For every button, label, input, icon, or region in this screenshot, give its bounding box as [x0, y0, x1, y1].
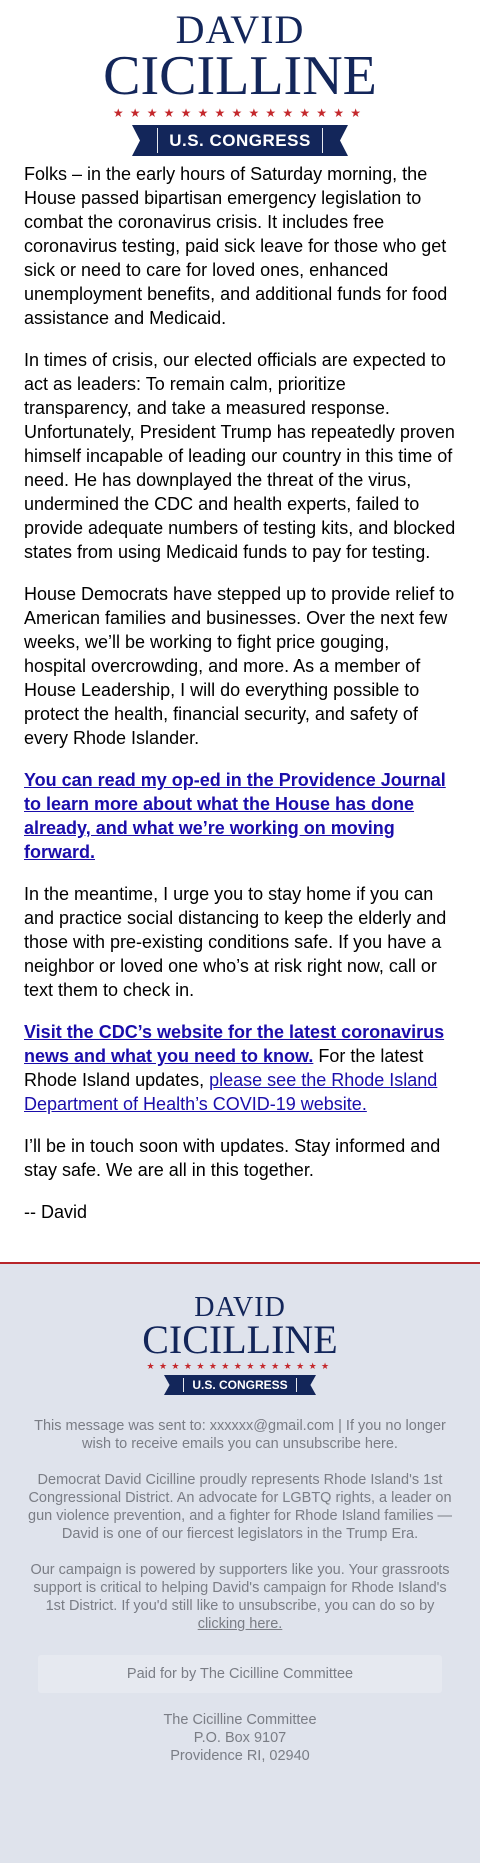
about-text: Democrat David Cicilline proudly represents Rhode Island's 1st Congressional District. An advocate for LGBTQ rights, a leader on gun violence prevention, and a fighter for Rhode Island families — David is one of our fiercest legislators in the Trump Era. [28, 1472, 452, 1542]
mailing-address [0, 1711, 480, 1765]
ribbon-label: U.S. CONGRESS [178, 1375, 302, 1395]
address-city: Providence RI, 02940 [170, 1748, 310, 1764]
logo-ribbon [132, 125, 348, 156]
logo-stars: ★★★★★★★★★★★★★★★ [146, 1361, 334, 1371]
paragraph-crisis: In times of crisis, our elected officials are expected to act as leaders: To remain calm, prioritize transparency, and take a measured response. Unfortunately, President Trump has repeatedly proven himself incapable of leading our country in this time of need. He has downplayed the threat of the virus, undermined the CDC and health experts, failed to provide adequate numbers of testing kits, and blocked states from using Medicaid funds to pay for testing. [24, 350, 456, 562]
ri-health-link[interactable]: please see the Rhode Island Department of Health’s COVID-19 website. [24, 1070, 438, 1114]
footer [0, 1264, 480, 1863]
logo-first-name: DAVID [175, 7, 305, 52]
header-logo [0, 0, 480, 156]
address-name: The Cicilline Committee [163, 1712, 317, 1728]
logo-stars: ★★★★★★★★★★★★★★★ [112, 106, 368, 120]
ribbon-label: U.S. CONGRESS [152, 125, 328, 156]
paragraph-democrats: House Democrats have stepped up to provide relief to American families and businesses. Over the next few weeks, we’ll be working to fight price gouging, hospital overcrowding, and more. As a member of House Leadership, I will do everything possible to protect the health, financial security, and safety of every Rhode Islander. [24, 584, 455, 748]
footer-logo [0, 1264, 480, 1395]
message-content [0, 162, 480, 1224]
paragraph-legislation: Folks – in the early hours of Saturday morning, the House passed bipartisan emergency legislation to combat the coronavirus crisis. It includes free coronavirus testing, paid sick leave for those who get sick or need to care for loved ones, enhanced unemployment benefits, and additional funds for food assistance and Medicaid. [24, 164, 448, 328]
powered-copy: Our campaign is powered by supporters like you. Your grassroots support is critical to helping David's campaign for Rhode Island's 1st District. If you'd still like to unsubscribe, you can do so by [30, 1562, 450, 1614]
ri-updates-text: For the latest Rhode Island updates, [24, 1046, 424, 1090]
ribbon-tail-left [164, 1375, 178, 1395]
op-ed-link[interactable]: You can read my op-ed in the Providence Journal to learn more about what the House has done already, and what we’re working on moving forward. [24, 770, 446, 862]
paragraph-resources [24, 1020, 456, 1116]
ribbon-tail-right [328, 125, 348, 156]
powered-text [28, 1561, 452, 1633]
logo-first-name: DAVID [194, 1292, 286, 1323]
logo-last-name: CICILLINE [103, 45, 377, 107]
paragraph-stay-home: In the meantime, I urge you to stay home if you can and practice social distancing to keep the elderly and those with pre-existing conditions safe. If you have a neighbor or loved one who’s at risk right now, call or text them to check in. [24, 884, 447, 1000]
unsubscribe-link[interactable]: clicking here. [197, 1616, 283, 1632]
paragraph-closing: I’ll be in touch soon with updates. Stay informed and stay safe. We are all in this together. [24, 1136, 441, 1180]
paid-for-box: Paid for by The Cicilline Committee [38, 1655, 442, 1693]
cdc-link[interactable]: Visit the CDC’s website for the latest coronavirus news and what you need to know. [24, 1022, 445, 1066]
paragraph-op-ed [24, 768, 456, 864]
logo-last-name: CICILLINE [142, 1317, 338, 1362]
signoff: -- David [24, 1202, 88, 1222]
address-box: P.O. Box 9107 [193, 1730, 287, 1746]
ribbon-tail-left [132, 125, 152, 156]
ribbon-tail-right [302, 1375, 316, 1395]
sent-to-notice: This message was sent to: xxxxxx@gmail.com | If you no longer wish to receive emails you can unsubscribe here. [34, 1418, 446, 1452]
logo-ribbon [164, 1375, 316, 1395]
